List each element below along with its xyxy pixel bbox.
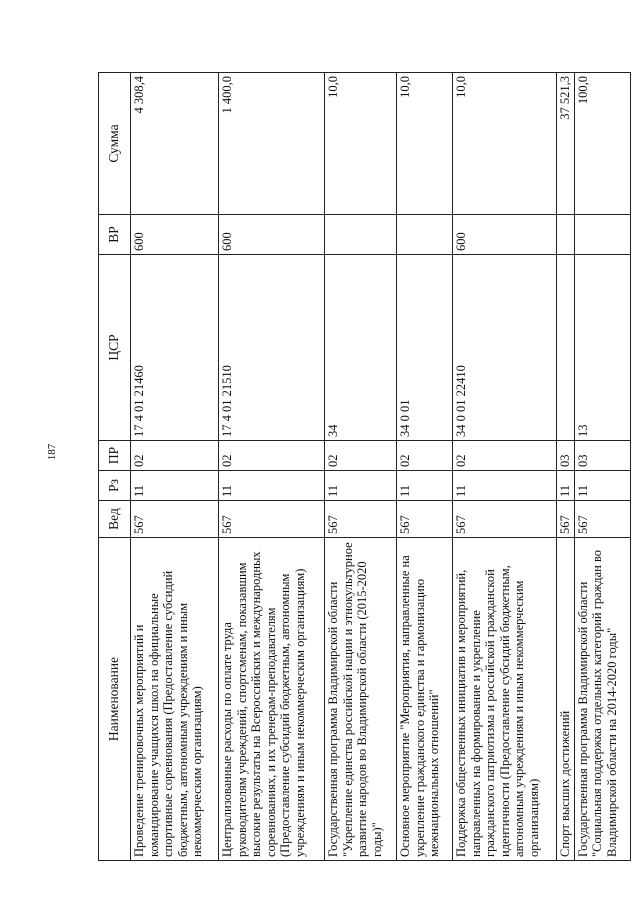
cell-pr: 03 bbox=[574, 441, 630, 471]
cell-sum: 4 308,4 bbox=[131, 73, 219, 215]
cell-vr bbox=[574, 215, 630, 255]
cell-ved: 567 bbox=[397, 501, 453, 538]
cell-vr bbox=[397, 215, 453, 255]
cell-sum: 1 400,0 bbox=[219, 73, 325, 215]
cell-ved: 567 bbox=[219, 501, 325, 538]
cell-pr: 02 bbox=[131, 441, 219, 471]
cell-pr: 02 bbox=[219, 441, 325, 471]
cell-rz: 11 bbox=[453, 471, 557, 501]
cell-csr: 34 bbox=[325, 255, 397, 441]
cell-name: Государственная программа Владимирской области "Укрепление единства российской нации и этнокультурное развитие народов во Владимирской области (2015-2020 годы)" bbox=[325, 538, 397, 861]
header-rz: Рз bbox=[99, 471, 131, 501]
cell-pr: 02 bbox=[453, 441, 557, 471]
cell-name: Проведение тренировочных мероприятий и командирование учащихся школ на официальные спортивные соревнования (Предоставление субсидий бюджетным, автономным учреждениям и иным некоммерческим организациям) bbox=[131, 538, 219, 861]
table-row bbox=[219, 73, 325, 861]
header-sum: Сумма bbox=[99, 73, 131, 215]
cell-pr: 03 bbox=[557, 441, 575, 471]
cell-rz: 11 bbox=[219, 471, 325, 501]
cell-pr: 02 bbox=[325, 441, 397, 471]
cell-rz: 11 bbox=[397, 471, 453, 501]
cell-rz: 11 bbox=[325, 471, 397, 501]
cell-vr bbox=[557, 215, 575, 255]
table-row bbox=[574, 73, 630, 861]
budget-table bbox=[98, 72, 631, 861]
cell-vr: 600 bbox=[131, 215, 219, 255]
header-pr: ПР bbox=[99, 441, 131, 471]
page-number: 187 bbox=[46, 443, 58, 461]
cell-ved: 567 bbox=[453, 501, 557, 538]
header-ved: Вед bbox=[99, 501, 131, 538]
cell-name: Спорт высших достижений bbox=[557, 538, 575, 861]
cell-rz: 11 bbox=[557, 471, 575, 501]
cell-name: Централизованные расходы по оплате труда руководителям учреждений, спортсменам, показавшим высокие результаты на Всероссийских и международных соревнованиях, и их тренерам-преподавателям (Предоставление субсидий бюджетным, автономным учреждениям и иным некоммерческим организациям) bbox=[219, 538, 325, 861]
cell-name: Поддержка общественных инициатив и мероприятий, направленных на формирование и укрепление гражданского патриотизма и российской гражданской идентичности (Предоставление субсидий бюджетным, автономным учреждениям и иным некоммерческим организациям) bbox=[453, 538, 557, 861]
cell-sum: 10,0 bbox=[397, 73, 453, 215]
cell-ved: 567 bbox=[325, 501, 397, 538]
cell-sum: 10,0 bbox=[453, 73, 557, 215]
cell-pr: 02 bbox=[397, 441, 453, 471]
cell-ved: 567 bbox=[574, 501, 630, 538]
cell-vr: 600 bbox=[453, 215, 557, 255]
cell-csr: 17 4 01 21460 bbox=[131, 255, 219, 441]
cell-ved: 567 bbox=[557, 501, 575, 538]
cell-name: Основное мероприятие "Мероприятия, направленные на укрепление гражданского единства и гармонизацию межнациональных отношений" bbox=[397, 538, 453, 861]
table-row bbox=[325, 73, 397, 861]
rotated-budget-table-wrapper bbox=[98, 73, 619, 861]
cell-vr bbox=[325, 215, 397, 255]
header-vr: ВР bbox=[99, 215, 131, 255]
cell-ved: 567 bbox=[131, 501, 219, 538]
header-csr: ЦСР bbox=[99, 255, 131, 441]
cell-vr: 600 bbox=[219, 215, 325, 255]
cell-csr bbox=[557, 255, 575, 441]
table-row bbox=[453, 73, 557, 861]
header-name: Наименование bbox=[99, 538, 131, 861]
cell-csr: 13 bbox=[574, 255, 630, 441]
table-row bbox=[397, 73, 453, 861]
cell-name: Государственная программа Владимирской области "Социальная поддержка отдельных категорий граждан во Владимирской области на 2014-2020 годы" bbox=[574, 538, 630, 861]
cell-rz: 11 bbox=[131, 471, 219, 501]
cell-sum: 37 521,3 bbox=[557, 73, 575, 215]
cell-csr: 17 4 01 21510 bbox=[219, 255, 325, 441]
cell-csr: 34 0 01 bbox=[397, 255, 453, 441]
table-header-row bbox=[99, 73, 131, 861]
cell-sum: 100,0 bbox=[574, 73, 630, 215]
table-row bbox=[557, 73, 575, 861]
cell-sum: 10,0 bbox=[325, 73, 397, 215]
cell-csr: 34 0 01 22410 bbox=[453, 255, 557, 441]
cell-rz: 11 bbox=[574, 471, 630, 501]
table-row bbox=[131, 73, 219, 861]
